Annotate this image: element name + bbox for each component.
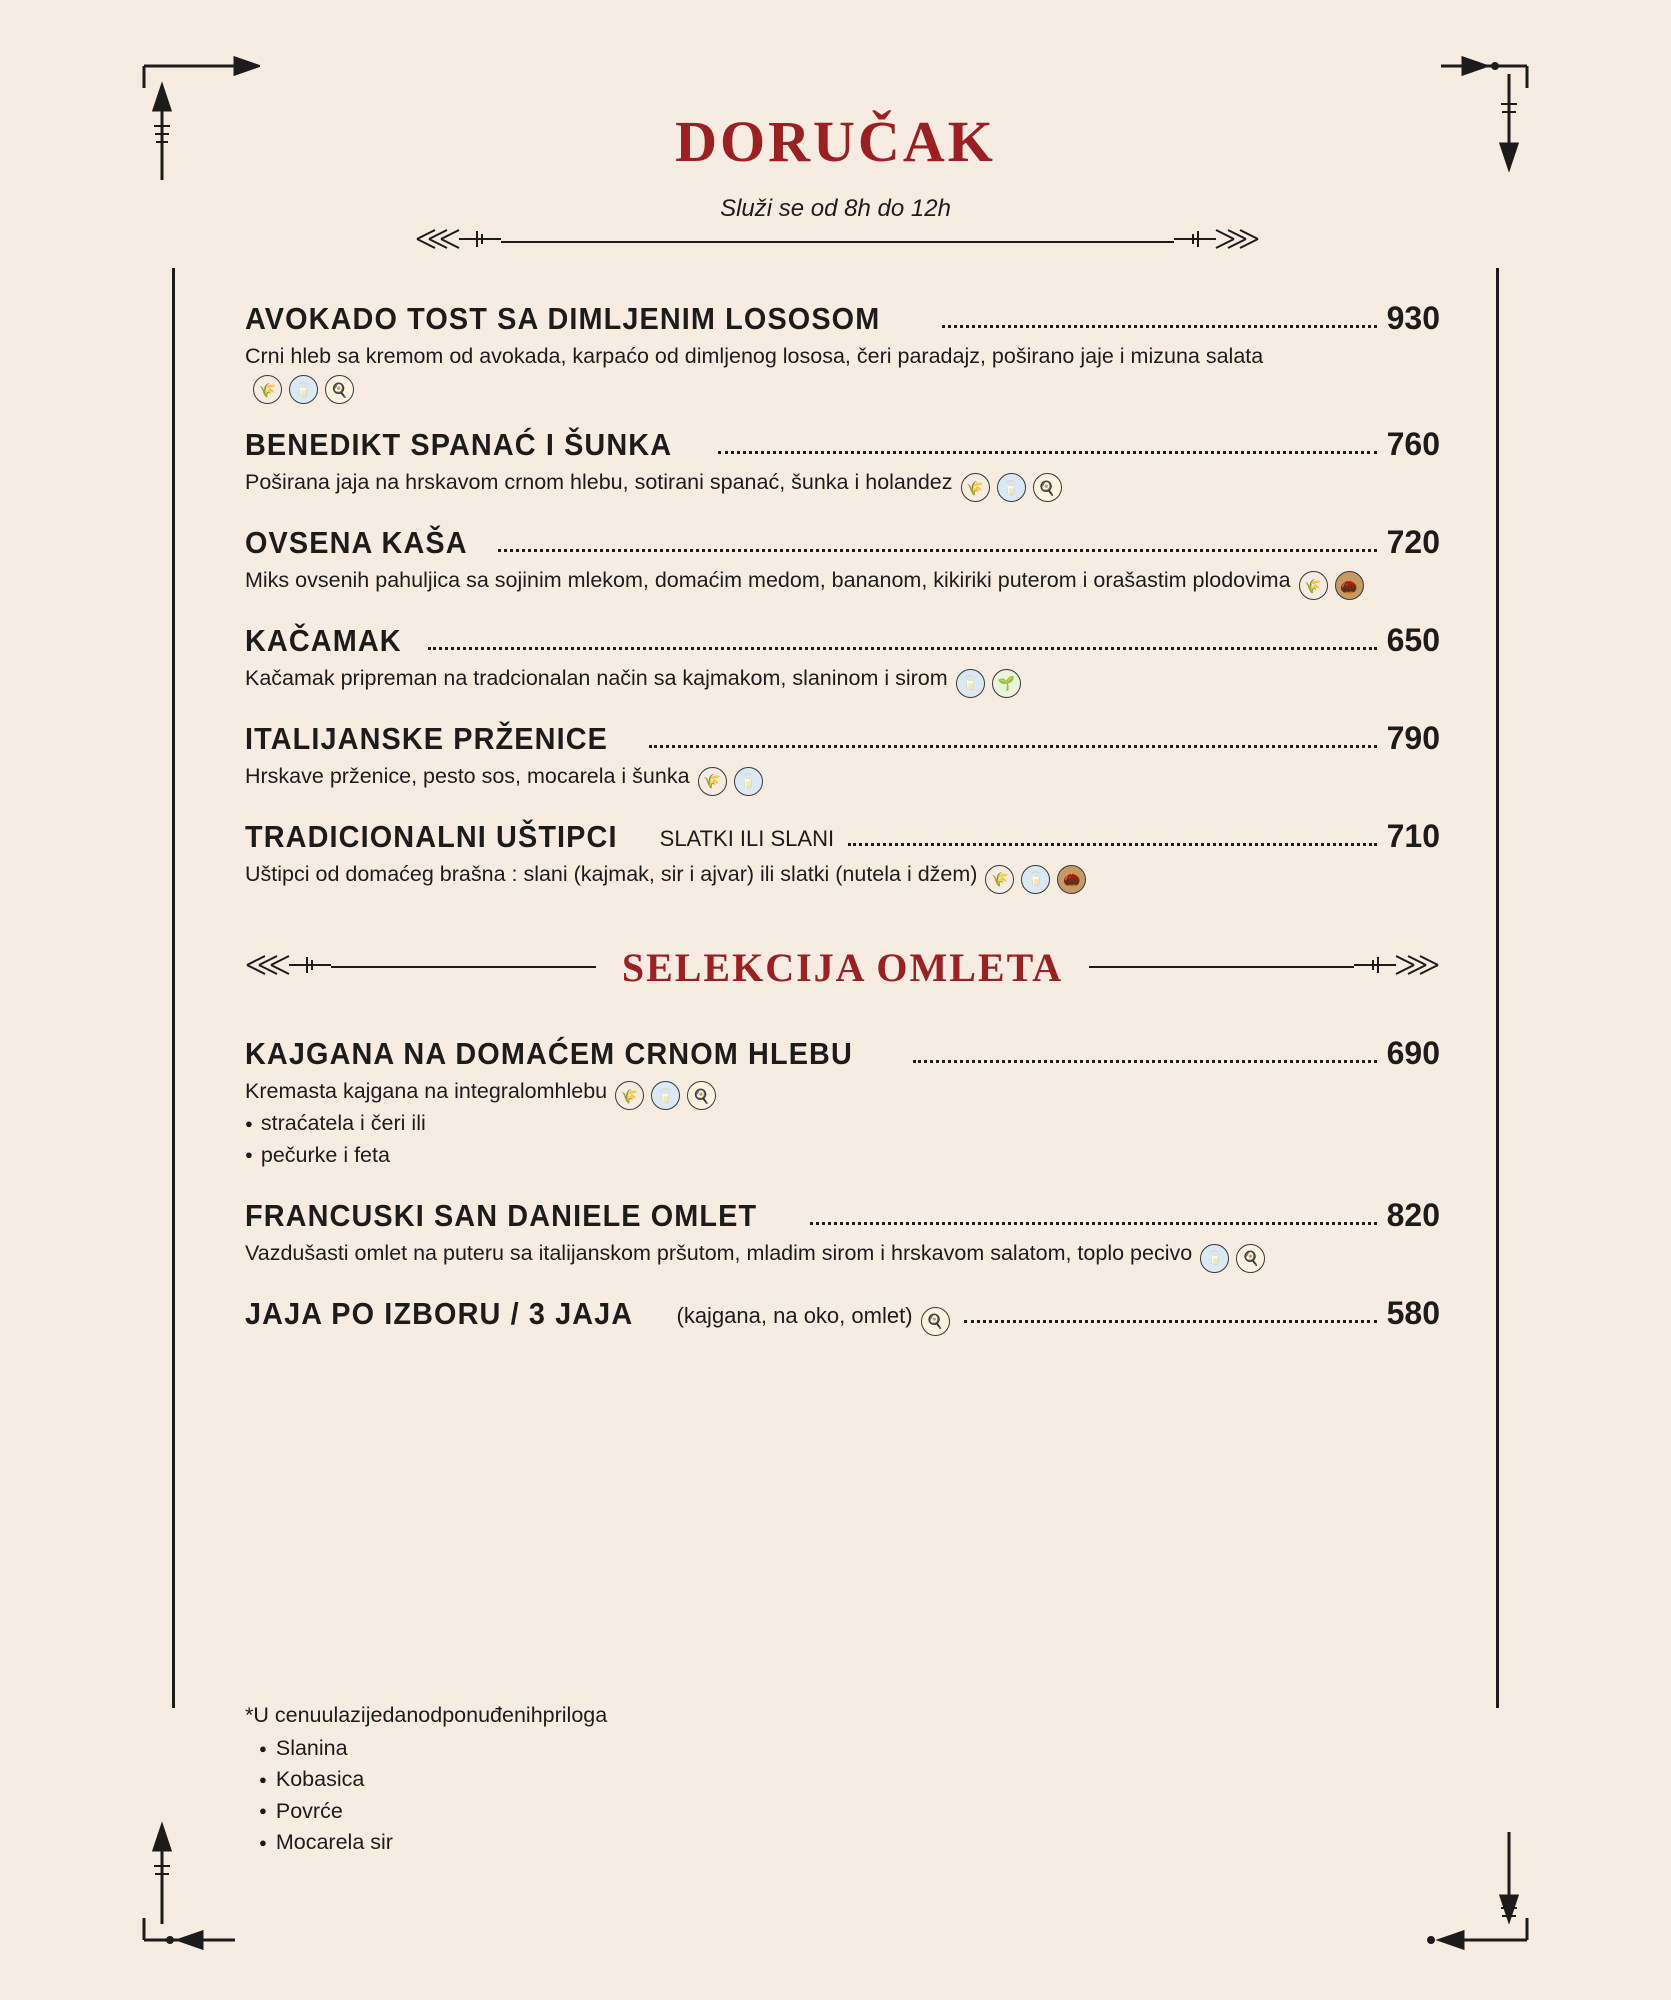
menu-item-name: JAJA PO IZBORU / 3 JAJA (245, 1295, 634, 1331)
menu-item (245, 1197, 1440, 1269)
menu-item-name: FRANCUSKI SAN DANIELE OMLET (245, 1197, 758, 1233)
menu-item-header (245, 622, 1440, 659)
menu-item (245, 622, 1440, 694)
leader-dots (848, 843, 1377, 846)
leader-dots (942, 325, 1376, 328)
wheat-allergen-icon: 🌾 (698, 767, 727, 796)
divider-line (331, 966, 596, 968)
allergen-icons (615, 1081, 716, 1110)
menu-item-description: Miks ovsenih pahuljica sa sojinim mlekom, domaćim medom, bananom, kikiriki puterom i orašastim plodovima 🌾 🌰 (245, 566, 1365, 596)
milk-allergen-icon: 🥛 (734, 767, 763, 796)
nut-allergen-icon: 🌰 (1057, 865, 1086, 894)
side-dish-option: ● Slanina (245, 1733, 607, 1764)
arrow-divider-section (245, 944, 1440, 991)
menu-item-description: Poširana jaja na hrskavom crnom hlebu, sotirani spanać, šunka i holandez 🌾 🥛 🍳 (245, 468, 1365, 498)
leader-dots (913, 1060, 1377, 1063)
wheat-allergen-icon: 🌾 (1299, 571, 1328, 600)
milk-allergen-icon: 🥛 (1200, 1244, 1229, 1273)
menu-item-price: 820 (1386, 1196, 1440, 1233)
leader-dots (428, 647, 1377, 650)
menu-item-price: 710 (1386, 817, 1440, 854)
celery-allergen-icon: 🌱 (992, 669, 1021, 698)
menu-item-name: OVSENA KAŠA (245, 525, 468, 561)
menu-item-header (245, 1295, 1440, 1332)
menu-item-price: 790 (1386, 719, 1440, 756)
allergen-icons (921, 1307, 950, 1336)
leader-dots (964, 1320, 1377, 1323)
left-border-rule (172, 268, 175, 1708)
menu-item-qualifier: (kajgana, na oko, omlet) (676, 1302, 913, 1328)
menu-item-name: TRADICIONALNI UŠTIPCI (245, 818, 618, 854)
divider-line (501, 241, 1174, 243)
menu-item-name: ITALIJANSKE PRŽENICE (245, 720, 608, 756)
arrow-fletching-right-icon (1174, 228, 1260, 255)
milk-allergen-icon: 🥛 (651, 1081, 680, 1110)
allergen-icons (961, 473, 1062, 502)
wheat-allergen-icon: 🌾 (615, 1081, 644, 1110)
milk-allergen-icon: 🥛 (1021, 865, 1050, 894)
menu-item-description: Kačamak pripreman na tradcionalan način sa kajmakom, slaninom i sirom 🥛 🌱 (245, 664, 1365, 694)
nut-allergen-icon: 🌰 (1335, 571, 1364, 600)
egg-allergen-icon: 🍳 (921, 1307, 950, 1336)
menu-item-price: 760 (1386, 426, 1440, 463)
menu-item-description: Vazdušasti omlet na puteru sa italijanskom pršutom, mladim sirom i hrskavom salatom, toplo pecivo 🥛 🍳 (245, 1239, 1365, 1269)
allergen-icons (1299, 571, 1364, 600)
menu-item-price: 720 (1386, 524, 1440, 561)
arrow-fletching-left-icon (245, 954, 331, 981)
menu-item-options (245, 1108, 1440, 1170)
allergen-icons (253, 375, 354, 404)
milk-allergen-icon: 🥛 (956, 669, 985, 698)
side-dish-note (245, 1700, 607, 1858)
allergen-icons (985, 865, 1086, 894)
note-lead: *U cenuulazijedanodponuđenihpriloga (245, 1703, 608, 1727)
menu-item (245, 1035, 1440, 1171)
milk-allergen-icon: 🥛 (997, 473, 1026, 502)
egg-allergen-icon: 🍳 (687, 1081, 716, 1110)
leader-dots (498, 549, 1376, 552)
arrow-fletching-left-icon (415, 228, 501, 255)
arrow-divider-top (415, 228, 1260, 255)
egg-allergen-icon: 🍳 (1236, 1244, 1265, 1273)
menu-item-price: 690 (1386, 1034, 1440, 1071)
menu-item-header (245, 1197, 1440, 1234)
menu-item-name: KAJGANA NA DOMAĆEM CRNOM HLEBU (245, 1035, 853, 1071)
divider-line (1089, 966, 1354, 968)
leader-dots (649, 745, 1376, 748)
menu-item (245, 524, 1440, 596)
allergen-icons (698, 767, 763, 796)
menu-item (245, 426, 1440, 498)
wheat-allergen-icon: 🌾 (961, 473, 990, 502)
menu-item-header (245, 818, 1440, 855)
menu-item-price: 580 (1386, 1294, 1440, 1331)
menu-item-header (245, 426, 1440, 463)
menu-item-name: AVOKADO TOST SA DIMLJENIM LOSOSOM (245, 301, 881, 336)
right-border-rule (1496, 268, 1499, 1708)
leader-dots (810, 1222, 1377, 1225)
menu-item-option: ● straćatela i čeri ili (245, 1108, 1440, 1139)
corner-ornament-bottom-right (1411, 1812, 1531, 1952)
wheat-allergen-icon: 🌾 (253, 375, 282, 404)
menu-item-qualifier: SLATKI ILI SLANI (659, 825, 835, 851)
milk-allergen-icon: 🥛 (289, 375, 318, 404)
menu-item-option: ● pečurke i feta (245, 1140, 1440, 1171)
egg-allergen-icon: 🍳 (1033, 473, 1062, 502)
menu-item-header (245, 300, 1440, 337)
menu-item-price: 650 (1386, 622, 1440, 659)
menu-item-description: Uštipci od domaćeg brašna : slani (kajmak, sir i ajvar) ili slatki (nutela i džem) 🌾 🥛 🌰 (245, 860, 1365, 890)
menu-item (245, 1295, 1440, 1332)
leader-dots (718, 451, 1376, 454)
menu-item (245, 300, 1440, 400)
menu-item-header (245, 1035, 1440, 1072)
menu-item-name: BENEDIKT SPANAĆ I ŠUNKA (245, 427, 673, 463)
wheat-allergen-icon: 🌾 (985, 865, 1014, 894)
menu-item-description: Crni hleb sa kremom od avokada, karpaćo od dimljenog lososa, čeri paradajz, poširano jaje i mizuna salata 🌾 🥛 🍳 (245, 342, 1365, 400)
menu-item (245, 818, 1440, 890)
allergen-icons (1200, 1244, 1265, 1273)
section-title: SELEKCIJA OMLETA (621, 944, 1064, 990)
menu-item-name: KAČAMAK (245, 623, 402, 659)
serving-hours: Služi se od 8h do 12h (720, 195, 951, 222)
side-dish-option: ● Povrće (245, 1796, 607, 1827)
note-options (245, 1733, 607, 1858)
menu-item (245, 720, 1440, 792)
menu-item-description: Kremasta kajgana na integralomhlebu 🌾 🥛 🍳 (245, 1077, 1365, 1107)
menu-item-price: 930 (1386, 300, 1440, 336)
menu-item-header (245, 720, 1440, 757)
page-title: DORUČAK (675, 109, 996, 174)
egg-allergen-icon: 🍳 (325, 375, 354, 404)
side-dish-option: ● Mocarela sir (245, 1827, 607, 1858)
menu-item-header (245, 524, 1440, 561)
menu-item-description: Hrskave prženice, pesto sos, mocarela i šunka 🌾 🥛 (245, 762, 1365, 792)
side-dish-option: ● Kobasica (245, 1764, 607, 1795)
corner-ornament-bottom-left (140, 1812, 260, 1952)
allergen-icons (956, 669, 1021, 698)
menu-items (245, 300, 1440, 1358)
arrow-fletching-right-icon (1354, 954, 1440, 981)
